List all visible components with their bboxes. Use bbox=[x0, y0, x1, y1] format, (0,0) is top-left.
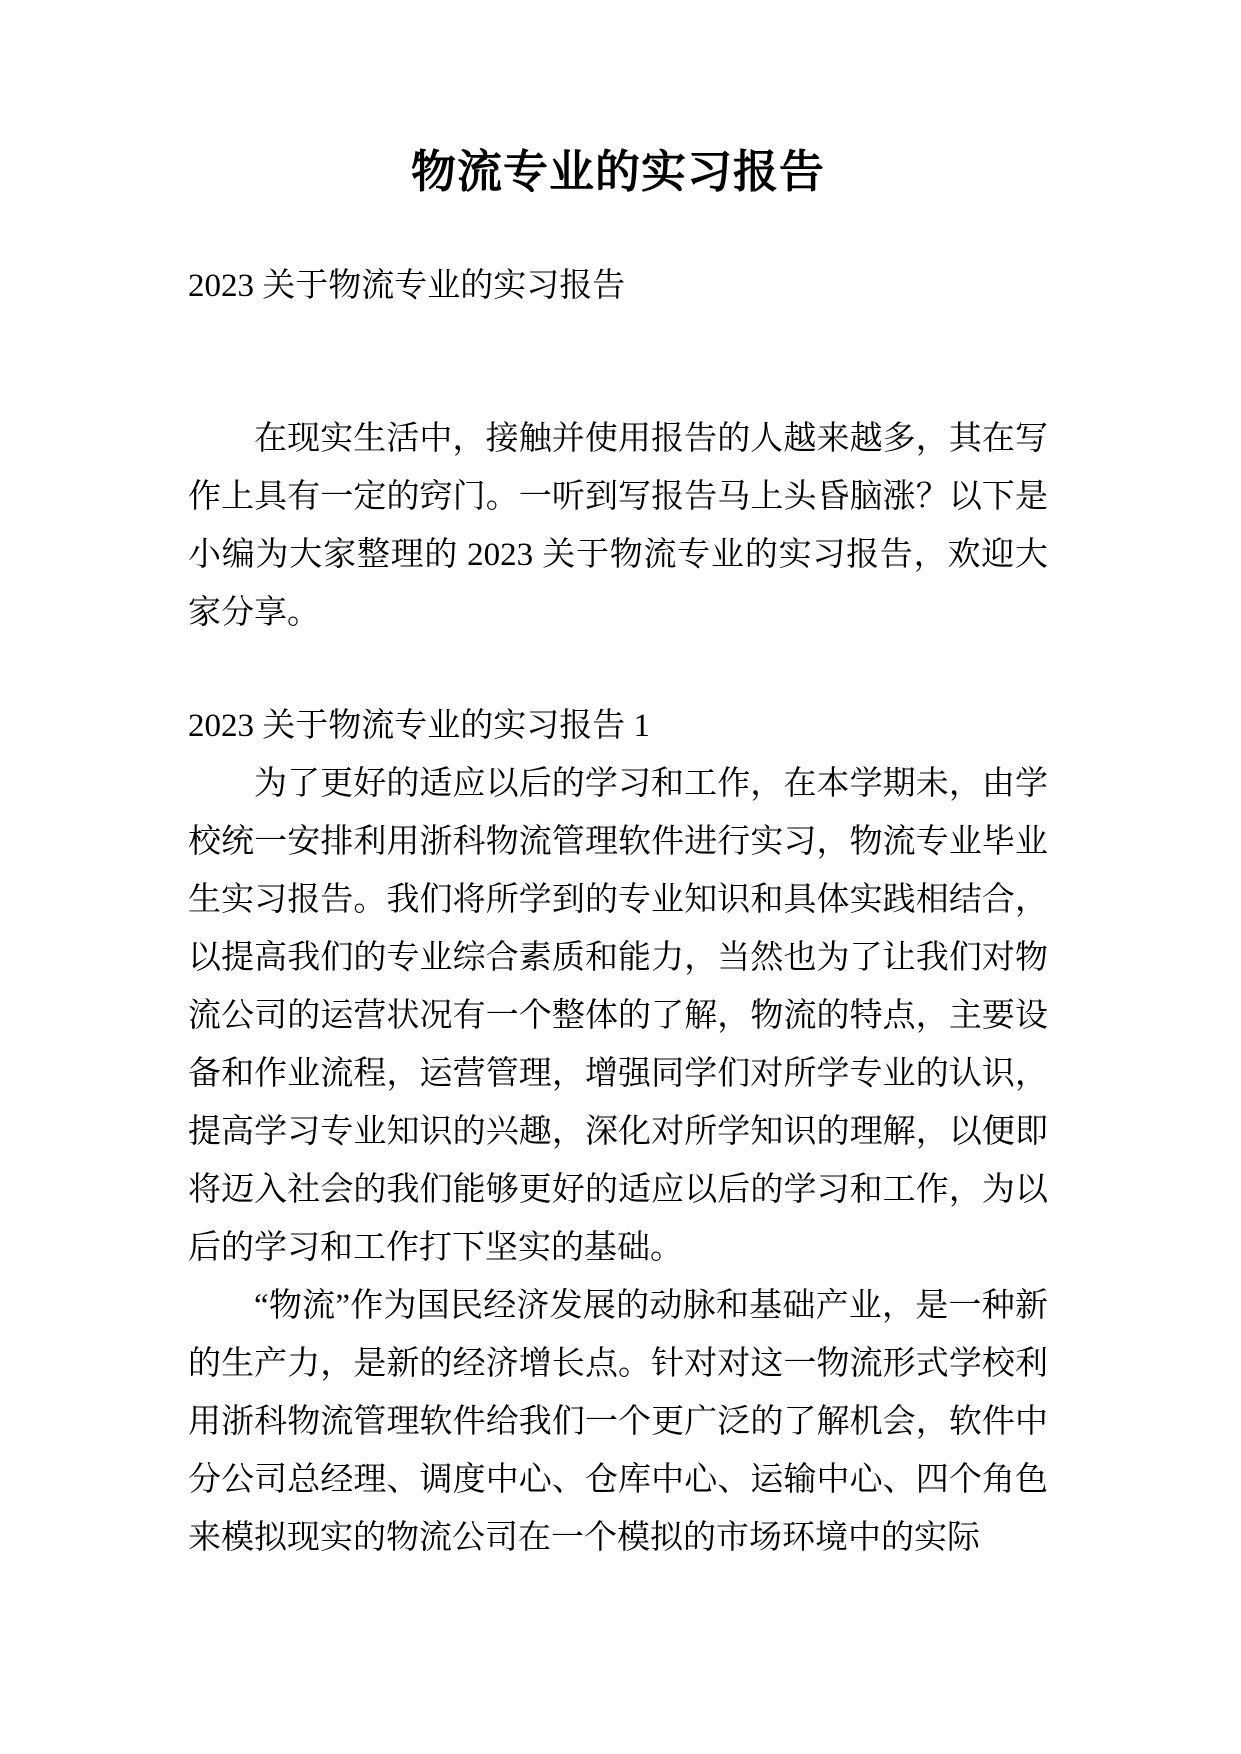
document-content bbox=[188, 0, 1048, 1567]
meta-line: 2023 关于物流专业的实习报告 bbox=[188, 268, 626, 304]
document-title: 物流专业的实习报告 bbox=[410, 147, 825, 197]
section-heading: 2023 关于物流专业的实习报告 1 bbox=[188, 708, 650, 744]
body-paragraph-1: 为了更好的适应以后的学习和工作，在本学期未，由学校统一安排利用浙科物流管理软件进行实习，物流专业毕业生实习报告。我们将所学到的专业知识和具体实践相结合，以提高我们的专业综合素质和能力，当然也为了让我们对物流公司的运营状况有一个整体的了解，物流的特点，主要设备和作业流程，运营管理，增强同学们对所学专业的认识，提高学习专业知识的兴趣，深化对所学知识的理解，以便即将迈入社会的我们能够更好的适应以后的学习和工作，为以后的学习和工作打下坚实的基础。 bbox=[188, 766, 1048, 1266]
intro-paragraph: 在现实生活中，接触并使用报告的人越来越多，其在写作上具有一定的窍门。一听到写报告马上头昏脑涨？以下是小编为大家整理的 2023 关于物流专业的实习报告，欢迎大家分享。 bbox=[188, 421, 1048, 631]
body-paragraph-2: “物流”作为国民经济发展的动脉和基础产业，是一种新的生产力，是新的经济增长点。针对对这一物流形式学校利用浙科物流管理软件给我们一个更广泛的了解机会，软件中分公司总经理、调度中心、仓库中心、运输中心、四个角色来模拟现实的物流公司在一个模拟的市场环境中的实际 bbox=[188, 1288, 1048, 1556]
